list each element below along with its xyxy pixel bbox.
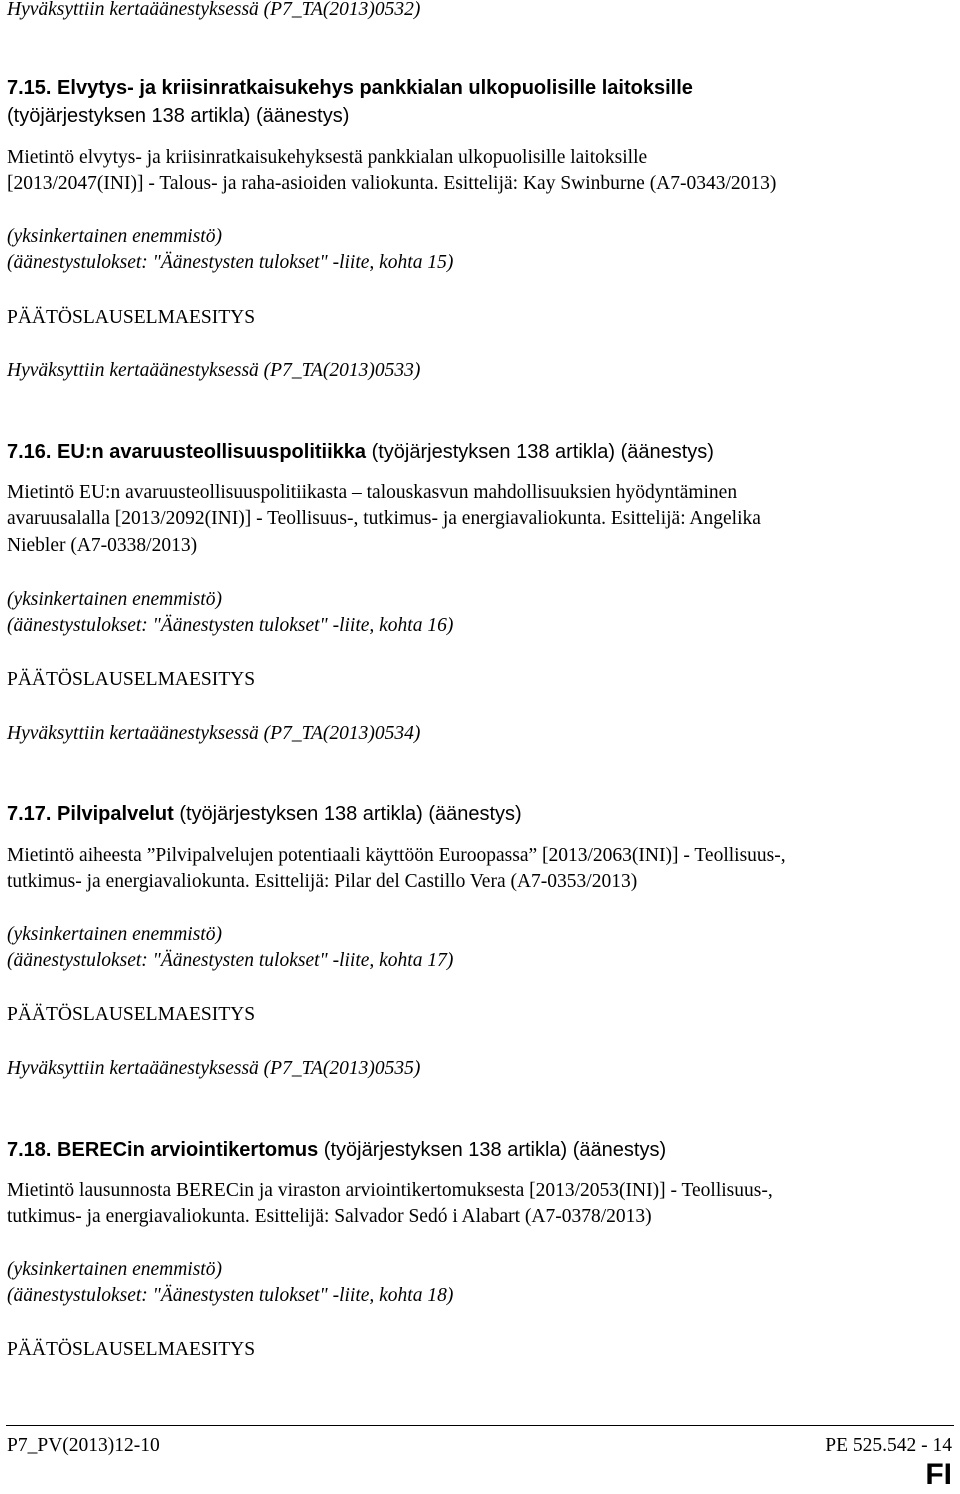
item-heading-7-18	[7, 1137, 666, 1163]
adopted-note: Hyväksyttiin kertaäänestyksessä (P7_TA(2013)0535)	[7, 1058, 421, 1079]
footer-page-ref: PE 525.542 - 14	[825, 1435, 952, 1456]
item-number: 7.15.	[7, 77, 52, 99]
item-title: BERECin arviointikertomus	[57, 1139, 319, 1161]
item-heading-rest: (työjärjestyksen 138 artikla) (äänestys)	[7, 105, 350, 127]
item-body-line: avaruusalalla [2013/2092(INI)] - Teollisuus-, tutkimus- ja energiavaliokunta. Esittelijä: Angelika	[7, 508, 761, 529]
item-body-line: Niebler (A7-0338/2013)	[7, 535, 198, 556]
item-body-line: Mietintö elvytys- ja kriisinratkaisukehyksestä pankkialan ulkopuolisille laitoksille	[7, 147, 648, 168]
item-title: Pilvipalvelut	[57, 803, 174, 825]
item-heading-rest: (työjärjestyksen 138 artikla) (äänestys)	[323, 1139, 667, 1161]
item-heading-7-17	[7, 801, 522, 827]
item-heading-7-15	[7, 75, 693, 101]
item-body-line: [2013/2047(INI)] - Talous- ja raha-asioiden valiokunta. Esittelijä: Kay Swinburne (A7-0343/2013)	[7, 173, 777, 194]
majority-note: (yksinkertainen enemmistö)	[7, 589, 222, 610]
majority-note: (yksinkertainen enemmistö)	[7, 1259, 222, 1280]
item-body-line: Mietintö lausunnosta BERECin ja viraston arviointikertomuksesta [2013/2053(INI)] - Teollisuus-,	[7, 1180, 773, 1201]
item-heading-rest: (työjärjestyksen 138 artikla) (äänestys)	[179, 803, 522, 825]
results-note: (äänestystulokset: "Äänestysten tulokset" -liite, kohta 16)	[7, 615, 454, 636]
results-note: (äänestystulokset: "Äänestysten tulokset" -liite, kohta 18)	[7, 1285, 454, 1306]
item-body-line: Mietintö aiheesta ”Pilvipalvelujen potentiaali käyttöön Euroopassa” [2013/2063(INI)] - Teollisuus-,	[7, 845, 786, 866]
footer-rule	[6, 1425, 954, 1426]
majority-note: (yksinkertainen enemmistö)	[7, 226, 222, 247]
footer-document-id: P7_PV(2013)12-10	[7, 1435, 160, 1456]
motion-label: PÄÄTÖSLAUSELMAESITYS	[7, 1339, 256, 1360]
motion-label: PÄÄTÖSLAUSELMAESITYS	[7, 307, 256, 328]
item-body-line: Mietintö EU:n avaruusteollisuuspolitiikasta – talouskasvun mahdollisuuksien hyödyntäminen	[7, 482, 738, 503]
item-title: Elvytys- ja kriisinratkaisukehys pankkialan ulkopuolisille laitoksille	[57, 77, 693, 99]
adopted-note: Hyväksyttiin kertaäänestyksessä (P7_TA(2013)0534)	[7, 723, 421, 744]
results-note: (äänestystulokset: "Äänestysten tulokset" -liite, kohta 17)	[7, 950, 454, 971]
adopted-note-previous: Hyväksyttiin kertaäänestyksessä (P7_TA(2013)0532)	[7, 0, 421, 20]
item-heading-rest: (työjärjestyksen 138 artikla) (äänestys)	[371, 441, 714, 463]
results-note: (äänestystulokset: "Äänestysten tulokset" -liite, kohta 15)	[7, 252, 454, 273]
motion-label: PÄÄTÖSLAUSELMAESITYS	[7, 1004, 256, 1025]
item-heading-7-16	[7, 439, 714, 465]
item-body-line: tutkimus- ja energiavaliokunta. Esittelijä: Pilar del Castillo Vera (A7-0353/2013)	[7, 871, 638, 892]
majority-note: (yksinkertainen enemmistö)	[7, 924, 222, 945]
item-number: 7.18.	[7, 1139, 52, 1161]
item-number: 7.16.	[7, 441, 52, 463]
motion-label: PÄÄTÖSLAUSELMAESITYS	[7, 669, 256, 690]
item-number: 7.17.	[7, 803, 52, 825]
item-body-line: tutkimus- ja energiavaliokunta. Esittelijä: Salvador Sedó i Alabart (A7-0378/2013)	[7, 1206, 652, 1227]
adopted-note: Hyväksyttiin kertaäänestyksessä (P7_TA(2013)0533)	[7, 360, 421, 381]
language-code: FI	[925, 1458, 952, 1491]
item-title: EU:n avaruusteollisuuspolitiikka	[57, 441, 367, 463]
